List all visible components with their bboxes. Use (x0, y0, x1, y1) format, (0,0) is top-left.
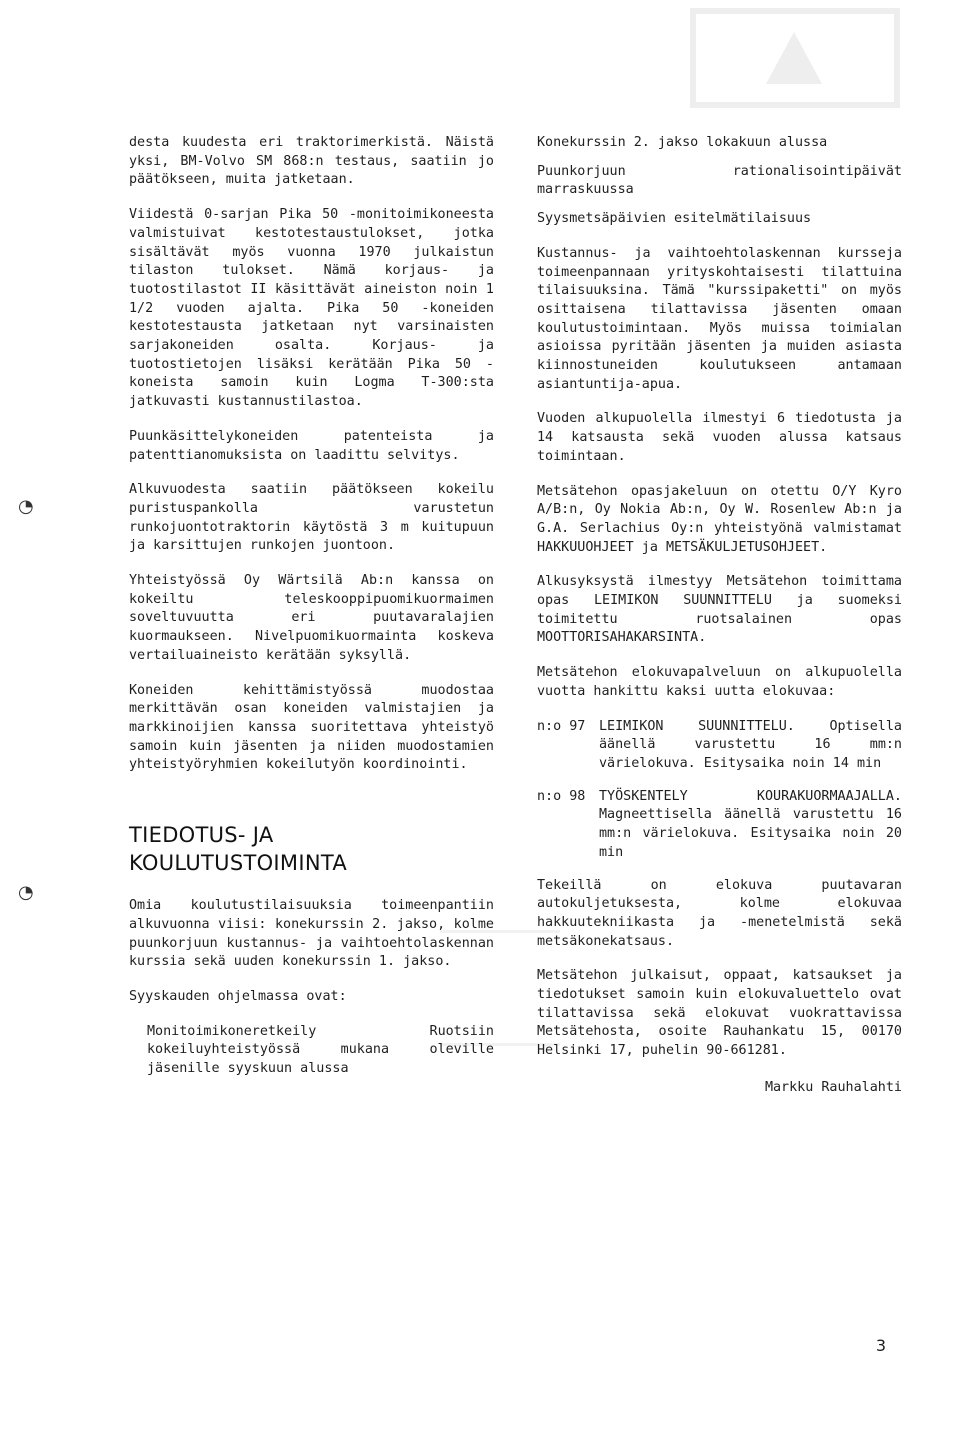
paragraph: Vuoden alkupuolella ilmestyi 6 tiedotusta ja 14 katsausta sekä vuoden alussa katsaus toimintaan. (537, 411, 902, 464)
paragraph: Syyskauden ohjelmassa ovat: (129, 988, 347, 1004)
paragraph: Omia koulutustilaisuuksia toimeenpantiin alkuvuonna viisi: konekurssin 2. jakso, kolme puunkorjuun kustannus- ja vaihtoehtolaskennan kurssia sekä uuden konekurssin 1. jakso. (129, 898, 494, 970)
film-description: TYÖSKENTELY KOURAKUORMAAJALLA. Magneettisella äänellä varustettu 16 mm:n värielokuva. Esitysaika noin 20 min (599, 788, 902, 860)
program-item: Puunkorjuun rationalisointipäivät marraskuussa (537, 163, 902, 198)
paragraph: Kustannus- ja vaihtoehtolaskennan kursseja toimeenpannaan yrityskohtaisesti tilattuina tilaisuuksina. Tämä "kurssipaketti" on myös osittaisena tilattavissa jäsenten omaan koulutustoimintaan. Myös muissa toimialan asioissa pyritään jäsenten ja muiden asiasta kiinnostuneiden koulutukseen antamaan asiantuntija-apua. (537, 245, 902, 392)
author-signature: Markku Rauhalahti (764, 1079, 902, 1095)
film-entry (537, 788, 902, 863)
paragraph: Alkusyksystä ilmestyy Metsätehon toimittama opas LEIMIKON SUUNNITTELU ja suomeksi toimitettu ruotsalainen opas MOOTTORISAHAKARSINTA. (537, 574, 902, 646)
page-number: 3 (875, 1336, 886, 1355)
program-item: Konekurssin 2. jakso lokakuun alussa (537, 135, 828, 150)
film-description: LEIMIKON SUUNNITTELU. Optisella äänellä varustettu 16 mm:n värielokuva. Esitysaika noin 14 min (599, 718, 902, 771)
film-number: n:o 97 (537, 718, 586, 734)
paragraph: Yhteistyössä Oy Wärtsilä Ab:n kanssa on kokeiltu teleskooppipuomikuormaimen soveltuvuutta eri puutavaralajien kuormaukseen. Nivelpuomikuormainta koskeva vertailuaineisto kerätään syksyllä. (129, 573, 494, 663)
paragraph: Koneiden kehittämistyössä muodostaa merkittävän osan koneiden valmistajien ja markkinoijien kanssa suoritettava yhteistyö samoin kuin jäsenten ja niiden muodostamien yhteistyöryhmien kokeilutyön koordinointi. (129, 682, 494, 773)
paragraph: Metsätehon julkaisut, oppaat, katsaukset ja tiedotukset samoin kuin elokuvaluettelo ovat tilattavissa sekä elokuvat vuokrattavissa Metsätehosta, osoite Rauhankatu 15, 00170 Helsinki 17, puhelin 90-661281. (537, 968, 902, 1059)
paragraph: Metsätehon elokuvapalveluun on alkupuolella vuotta hankittu kaksi uutta elokuvaa: (537, 665, 902, 699)
paragraph: Viidestä 0-sarjan Pika 50 -monitoimikoneesta valmistuivat kestotestaustulokset, jotka sisältävät myös vuonna 1970 julkaistun tilaston tulokset. Nämä korjaus- ja tuotostilastot II käsittävät aineiston noin 1 1/2 vuoden ajalta. Pika 50 -koneiden kestotestausta jatketaan nyt varsinaisten sarjakoneiden osalta. Korjaus- ja tuotostietojen lisäksi kerätään Pika 50 -koneista samoin kuin Logma T-300:sta jatkuvasti kustannustilastoa. (129, 207, 494, 410)
paragraph: Metsätehon opasjakeluun on otettu O/Y Kyro A/B:n, Oy Nokia Ab:n, Oy W. Rosenlew Ab:n ja G.A. Serlachius Oy:n yhteistyönä valmistamat HAKKUUOHJEET ja METSÄKULJETUSOHJEET. (537, 483, 902, 555)
film-number: n:o 98 (537, 788, 586, 804)
right-column (537, 134, 902, 1098)
left-column (129, 134, 494, 1095)
binder-hole-mark: ◔ (18, 882, 34, 903)
program-item: Syysmetsäpäivien esitelmätilaisuus (537, 211, 812, 227)
section-heading: TIEDOTUS- JA KOULUTUSTOIMINTA (129, 823, 348, 876)
faded-masthead (120, 0, 500, 110)
film-entry (537, 718, 902, 774)
paragraph: Tekeillä on elokuva puutavaran autokuljetuksesta, kolme elokuvaa hakkuutekniikasta ja -menetelmistä sekä metsäkonekatsaus. (537, 877, 902, 949)
paragraph: desta kuudesta eri traktorimerkistä. Näistä yksi, BM-Volvo SM 868:n testaus, saatiin jo päätökseen, muita jatketaan. (129, 135, 494, 188)
paragraph: Alkuvuodesta saatiin päätökseen kokeilu puristuspankolla varustetun runkojuontotraktorin käytöstä 3 m kuitupuun ja karsittujen runkojen juontoon. (129, 482, 494, 554)
paragraph: Puunkäsittelykoneiden patenteista ja patenttianomuksista on laadittu selvitys. (129, 428, 494, 463)
faded-logo (690, 8, 900, 108)
program-item: Monitoimikoneretkeily Ruotsiin kokeiluyhteistyössä mukana oleville jäsenille syyskuun alussa (147, 1023, 494, 1077)
binder-hole-mark: ◔ (18, 496, 34, 517)
